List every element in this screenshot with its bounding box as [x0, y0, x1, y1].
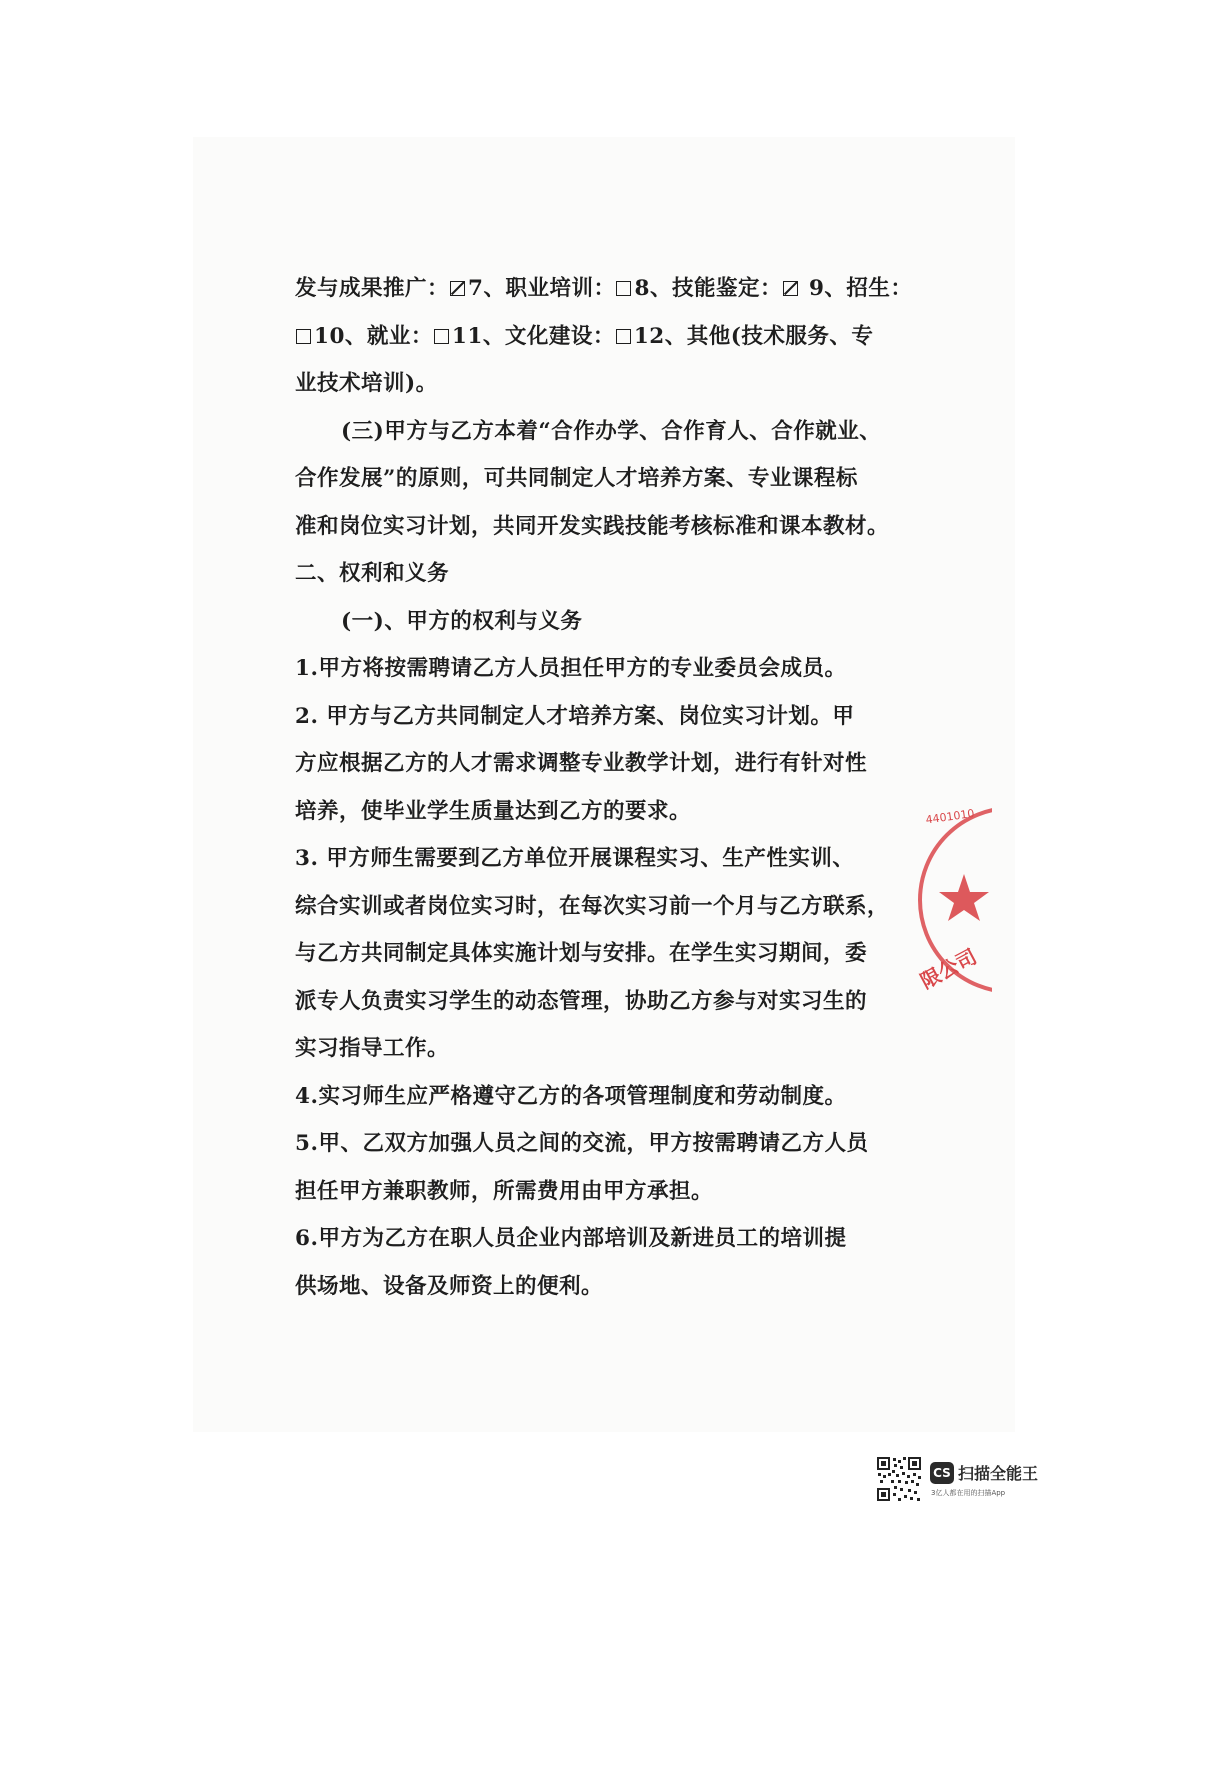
text-line: 6.甲方为乙方在职人员企业内部培训及新进员工的培训提	[295, 1226, 847, 1251]
app-tagline: 3亿人都在用的扫描App	[931, 1489, 1006, 1497]
text-line: 2. 甲方与乙方共同制定人才培养方案、岗位实习计划。甲	[295, 703, 855, 729]
checkbox-item7-checked	[450, 281, 465, 296]
text-line: 准和岗位实习计划，共同开发实践技能考核标准和课本教材。	[295, 513, 890, 539]
qr-code-icon	[876, 1456, 922, 1502]
text-line: 与乙方共同制定具体实施计划与安排。在学生实习期间，委	[295, 941, 868, 966]
text-line: 综合实训或者岗位实习时，在每次实习前一个月与乙方联系，	[295, 893, 890, 919]
svg-text:4401010: 4401010	[924, 806, 976, 827]
text-line: 4.实习师生应严格遵守乙方的各项管理制度和劳动制度。	[295, 1083, 847, 1109]
text-line: 5.甲、乙双方加强人员之间的交流，甲方按需聘请乙方人员	[295, 1131, 869, 1156]
section-heading: 二、权利和义务	[295, 561, 450, 586]
text-line: 实习指导工作。	[295, 1036, 450, 1061]
scanner-watermark	[876, 1456, 1046, 1504]
checkbox-item8	[616, 281, 631, 296]
text-line: 1.甲方将按需聘请乙方人员担任甲方的专业委员会成员。	[295, 656, 847, 681]
text-line: 发与成果推广： 7、职业培训： 8、技能鉴定： 9、招生：	[295, 276, 913, 301]
company-seal-stamp	[912, 802, 992, 1002]
app-name: 扫描全能王	[958, 1464, 1039, 1483]
camscanner-logo: CS	[930, 1462, 954, 1484]
subsection-heading: (一)、甲方的权利与义务	[341, 608, 583, 634]
checkbox-item11	[434, 329, 449, 344]
text-line: 派专人负责实习学生的动态管理，协助乙方参与对实习生的	[295, 988, 868, 1014]
text-line: 培养，使毕业学生质量达到乙方的要求。	[295, 798, 692, 824]
checkbox-item12	[616, 329, 631, 344]
text-line: 供场地、设备及师资上的便利。	[295, 1273, 604, 1299]
text-line: 10、就业： 11、文化建设： 12、其他(技术服务、专	[295, 313, 875, 361]
text-line: 方应根据乙方的人才需求调整专业教学计划，进行有针对性	[295, 751, 868, 776]
svg-text:限公司: 限公司	[916, 944, 981, 994]
document-body	[295, 265, 913, 1310]
text-line: 合作发展”的原则，可共同制定人才培养方案、专业课程标	[295, 466, 858, 491]
text-line: (三)甲方与乙方本着“合作办学、合作育人、合作就业、	[341, 418, 882, 444]
text-line: 3. 甲方师生需要到乙方单位开展课程实习、生产性实训、	[295, 846, 855, 871]
text-line: 担任甲方兼职教师，所需费用由甲方承担。	[295, 1178, 714, 1204]
checkbox-item10	[296, 329, 311, 344]
checkbox-item9-checked	[783, 281, 798, 296]
text-line: 业技术培训)。	[295, 371, 438, 396]
